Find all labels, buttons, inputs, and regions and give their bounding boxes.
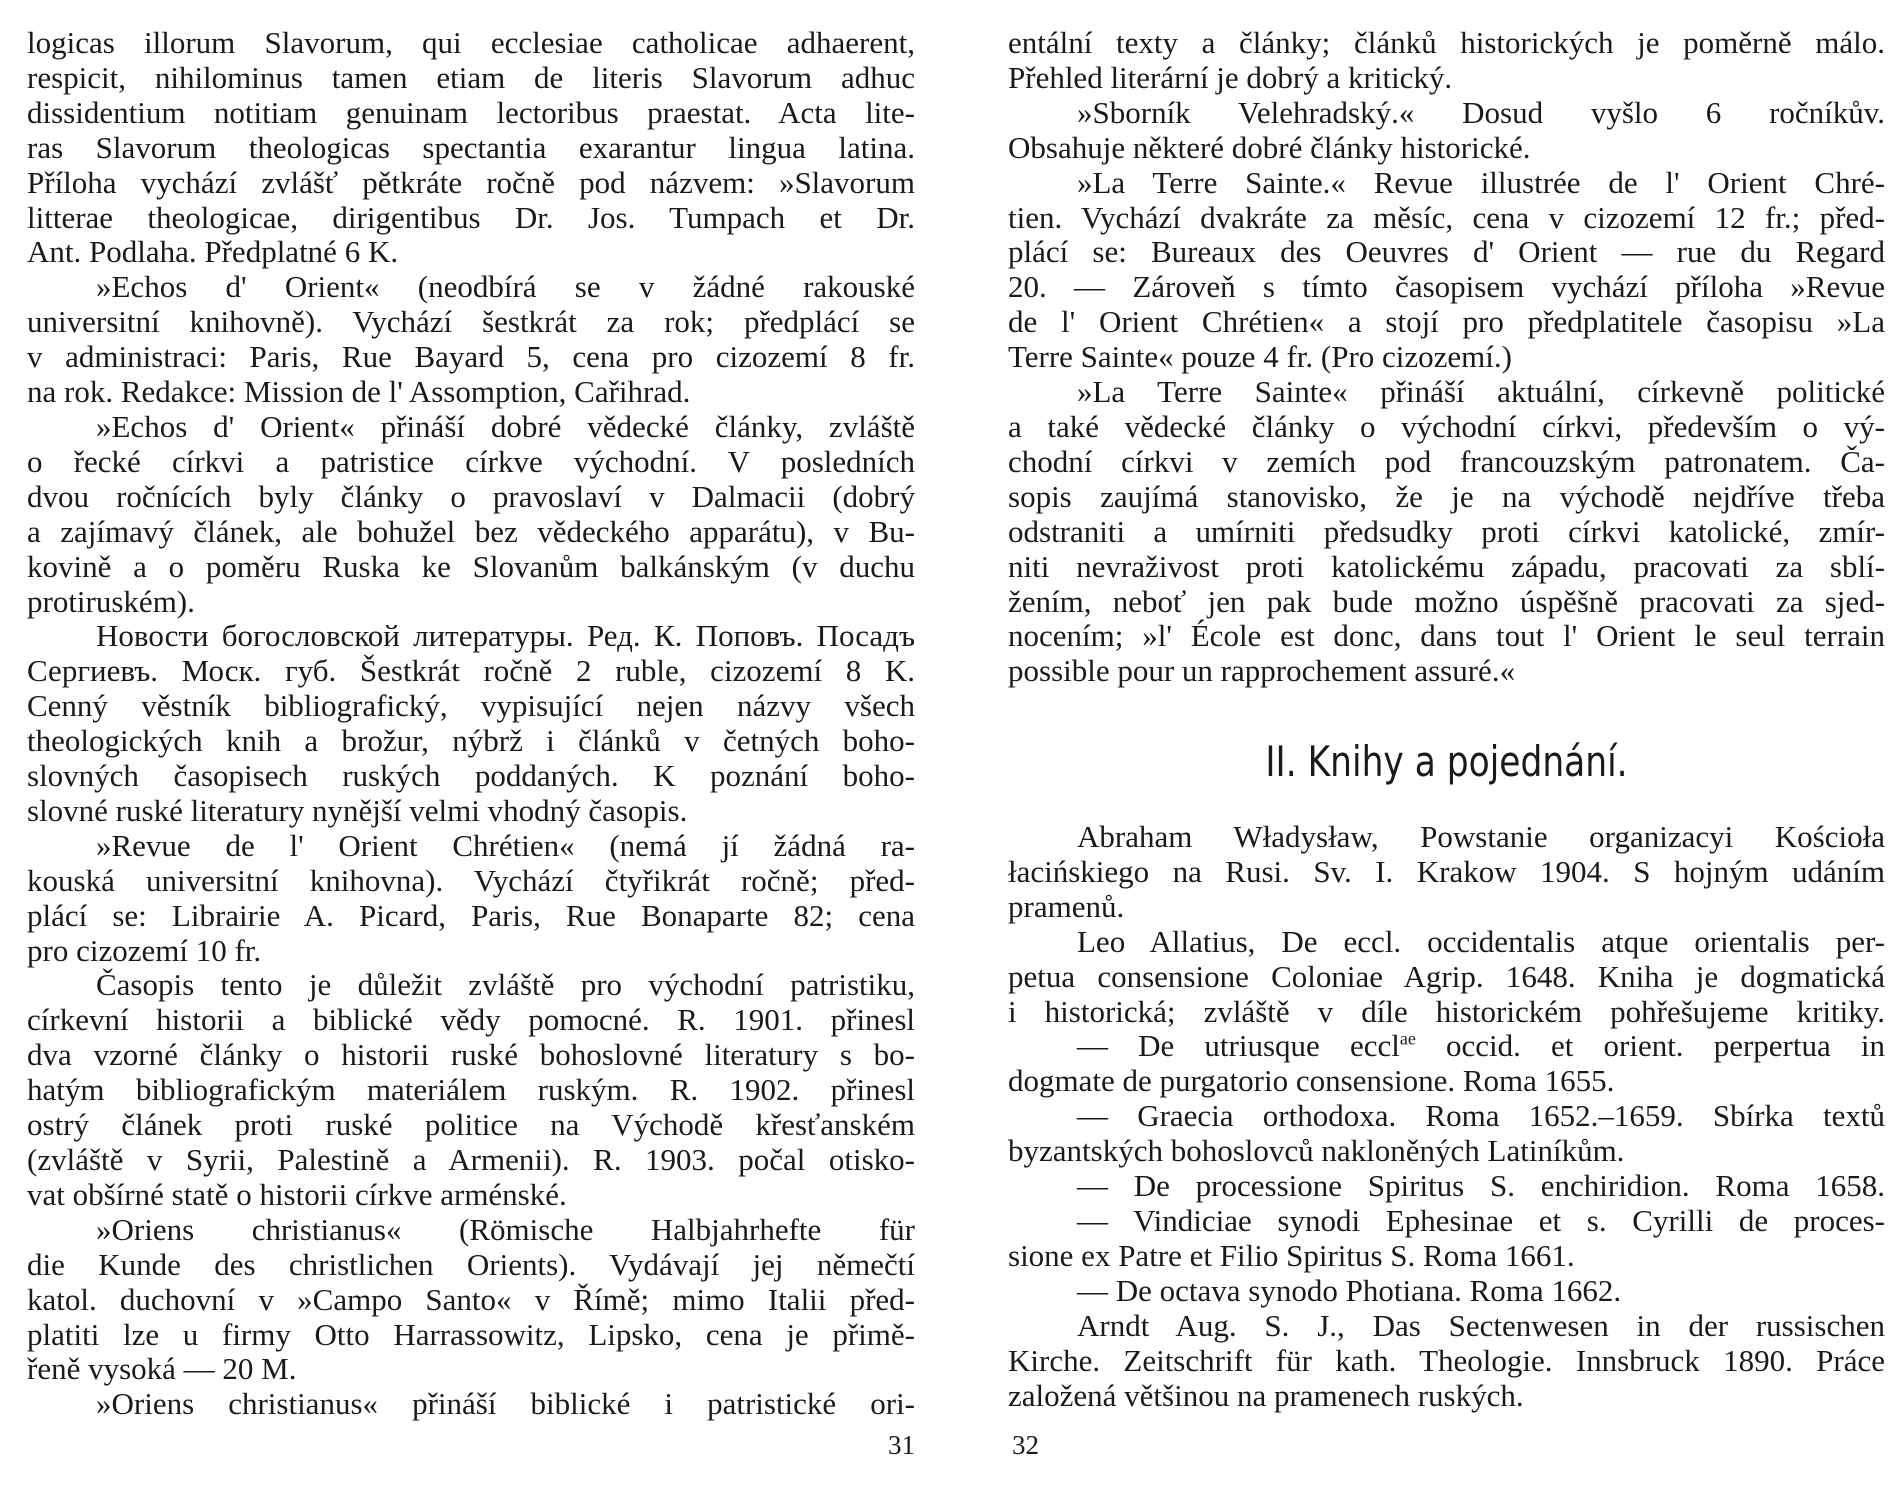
- text-line: kovině a o poměru Ruska ke Slovanům balkánským (v duchu: [27, 548, 915, 584]
- text-line: chodní církvi v zemích pod francouzským patronatem. Ča-: [1008, 443, 1885, 479]
- text-line: »Sborník Velehradský.« Dosud vyšlo 6 ročníkův.: [1077, 94, 1885, 130]
- text-line: a také vědecké články o východní církvi, především o vý-: [1008, 408, 1885, 444]
- section-heading: II. Knihy a pojednání.: [1265, 737, 1628, 786]
- text-line: — Graecia orthodoxa. Roma 1652.–1659. Sbírka textů: [1077, 1098, 1885, 1134]
- superscript: ae: [1399, 1029, 1416, 1050]
- text-line: de l' Orient Chrétien« a stojí pro předplatitele časopisu »La: [1008, 304, 1885, 340]
- text-line: universitní knihovně). Vychází šestkrát za rok; předplácí se: [27, 304, 915, 340]
- text-line: ostrý článek proti ruské politice na Východě křesťanském: [27, 1107, 915, 1143]
- text-line: protiruském).: [27, 583, 195, 619]
- text-line: logicas illorum Slavorum, qui ecclesiae catholicae adhaerent,: [27, 25, 915, 60]
- text-line: pramenů.: [1008, 888, 1125, 924]
- text-segment: occid. et orient. perpertua in: [1445, 1028, 1885, 1064]
- text-line: łacińskiego na Rusi. Sv. I. Krakow 1904. S hojným udáním: [1008, 853, 1885, 889]
- left-page-text: [27, 26, 915, 1422]
- text-line: Сергиевъ. Моск. губ. Šestkrát ročně 2 ruble, cizozemí 8 K.: [27, 653, 915, 689]
- text-line: — De octava synodo Photiana. Roma 1662.: [1077, 1272, 1622, 1308]
- text-line: plácí se: Bureaux des Oeuvres d' Orient — rue du Regard: [1008, 234, 1885, 270]
- text-line: »Echos d' Orient« přináší dobré vědecké články, zvláště: [96, 408, 915, 444]
- text-line: theologických knih a brožur, nýbrž i článků v četných boho-: [27, 723, 915, 759]
- text-line: v administraci: Paris, Rue Bayard 5, cena pro cizozemí 8 fr.: [27, 339, 915, 375]
- text-line: niti nevraživost proti katolickému západu, pracovati za sblí-: [1008, 548, 1885, 584]
- text-line: pro cizozemí 10 fr.: [27, 932, 262, 968]
- text-line: hatým bibliografickým materiálem ruským. R. 1902. přinesl: [27, 1072, 915, 1108]
- text-line: die Kunde des christlichen Orients). Vydávají jej němečtí: [27, 1246, 915, 1282]
- text-line: plácí se: Librairie A. Picard, Paris, Rue Bonaparte 82; cena: [27, 897, 915, 933]
- page-number: 31: [888, 1430, 915, 1460]
- text-line: litterae theologicae, dirigentibus Dr. Jos. Tumpach et Dr.: [27, 199, 915, 235]
- text-line: »Oriens christianus« přináší biblické i patristické ori-: [96, 1386, 915, 1422]
- text-line: dvou ročnících byly články o pravoslaví v Dalmacii (dobrý: [27, 478, 915, 514]
- text-line: [1008, 1029, 1885, 1064]
- text-line: Abraham Władysław, Powstanie organizacyi Kościoła: [1077, 819, 1885, 854]
- text-line: Leo Allatius, De eccl. occidentalis atque orientalis per-: [1077, 923, 1885, 959]
- text-line: dogmate de purgatorio consensione. Roma 1655.: [1008, 1063, 1615, 1099]
- right-page-text-bottom: [1008, 820, 1885, 1413]
- text-line: slovných časopisech ruských poddaných. K poznání boho-: [27, 758, 915, 794]
- text-line: církevní historii a biblické vědy pomocné. R. 1901. přinesl: [27, 1002, 915, 1038]
- text-line: Ant. Podlaha. Předplatné 6 K.: [27, 234, 399, 270]
- text-line: tien. Vychází dvakráte za měsíc, cena v cizozemí 12 fr.; před-: [1008, 199, 1885, 235]
- text-line: — De processione Spiritus S. enchiridion. Roma 1658.: [1077, 1168, 1885, 1204]
- text-line: — Vindiciae synodi Ephesinae et s. Cyrilli de proces-: [1077, 1202, 1885, 1238]
- text-line: sione ex Patre et Filio Spiritus S. Roma 1661.: [1008, 1237, 1575, 1273]
- text-line: Přehled literární je dobrý a kritický.: [1008, 59, 1453, 95]
- text-line: »La Terre Sainte« přináší aktuální, církevně politické: [1077, 374, 1885, 410]
- right-page-text-top: [1008, 26, 1885, 689]
- text-line: dva vzorné články o historii ruské bohoslovné literatury s bo-: [27, 1037, 915, 1073]
- text-line: dissidentium notitiam genuinam lectoribus praestat. Acta lite-: [27, 94, 915, 130]
- text-line: possible pour un rapprochement assuré.«: [1008, 653, 1516, 689]
- text-line: sopis zaujímá stanovisko, že je na východě nejdříve třeba: [1008, 478, 1885, 514]
- text-line: Příloha vychází zvlášť pětkráte ročně pod názvem: »Slavorum: [27, 164, 915, 200]
- text-line: žením, neboť jen pak bude možno úspěšně pracovati za sjed-: [1008, 583, 1885, 619]
- right-page: [1008, 0, 1885, 1500]
- text-line: založená většinou na pramenech ruských.: [1008, 1377, 1524, 1413]
- text-line: »La Terre Sainte.« Revue illustrée de l' Orient Chré-: [1077, 164, 1885, 200]
- text-line: vat obšírné statě o historii církve arménské.: [27, 1176, 567, 1212]
- text-line: respicit, nihilominus tamen etiam de literis Slavorum adhuc: [27, 59, 915, 95]
- text-line: platiti lze u firmy Otto Harrassowitz, Lipsko, cena je přimě-: [27, 1316, 915, 1352]
- text-line: Новости богословской литературы. Ред. К. Поповъ. Посадъ: [96, 618, 915, 654]
- text-line: i historická; zvláště v díle historickém pohřešujeme kritiky.: [1008, 993, 1885, 1029]
- text-line: 20. — Zároveň s tímto časopisem vychází příloha »Revue: [1008, 269, 1885, 305]
- text-line: »Oriens christianus« (Römische Halbjahrhefte für: [96, 1211, 915, 1247]
- text-segment: — De utriusque eccl: [1077, 1028, 1400, 1064]
- text-line: Cenný věstník bibliografický, vypisující nejen názvy všech: [27, 688, 915, 724]
- left-page: [27, 0, 915, 1500]
- text-line: katol. duchovní v »Campo Santo« v Římě; mimo Italii před-: [27, 1281, 915, 1317]
- text-line: Kirche. Zeitschrift für kath. Theologie. Innsbruck 1890. Práce: [1008, 1342, 1885, 1378]
- text-line: Obsahuje některé dobré články historické.: [1008, 129, 1531, 165]
- page-number: 32: [1012, 1430, 1039, 1460]
- text-line: ras Slavorum theologicas spectantia exarantur lingua latina.: [27, 129, 915, 165]
- text-line: Časopis tento je důležit zvláště pro východní patristiku,: [96, 967, 915, 1003]
- text-line: odstraniti a umírniti předsudky proti církvi katolické, zmír-: [1008, 513, 1885, 549]
- text-line: nocením; »l' École est donc, dans tout l' Orient le seul terrain: [1008, 618, 1885, 654]
- text-line: entální texty a články; článků historických je poměrně málo.: [1008, 25, 1885, 60]
- text-line: o řecké církvi a patristice církve východní. V posledních: [27, 443, 915, 479]
- text-line: (zvláště v Syrii, Palestině a Armenii). R. 1903. počal otisko-: [27, 1142, 915, 1177]
- text-line: a zajímavý článek, ale bohužel bez vědeckého apparátu), v Bu-: [27, 513, 915, 549]
- text-line: kouská universitní knihovna). Vychází čtyřikrát ročně; před-: [27, 862, 915, 898]
- text-line: Terre Sainte« pouze 4 fr. (Pro cizozemí.): [1008, 339, 1512, 375]
- text-line: slovné ruské literatury nynější velmi vhodný časopis.: [27, 792, 688, 828]
- text-line: »Revue de l' Orient Chrétien« (nemá jí žádná ra-: [96, 827, 915, 863]
- text-line: řeně vysoká — 20 M.: [27, 1351, 297, 1387]
- text-line: na rok. Redakce: Mission de l' Assomption, Cařihrad.: [27, 374, 691, 410]
- text-line: byzantských bohoslovců nakloněných Latiníkům.: [1008, 1133, 1625, 1169]
- text-line: petua consensione Coloniae Agrip. 1648. Kniha je dogmatická: [1008, 958, 1885, 994]
- text-line: »Echos d' Orient« (neodbírá se v žádné rakouské: [96, 269, 915, 305]
- text-line: Arndt Aug. S. J., Das Sectenwesen in der russischen: [1077, 1307, 1885, 1343]
